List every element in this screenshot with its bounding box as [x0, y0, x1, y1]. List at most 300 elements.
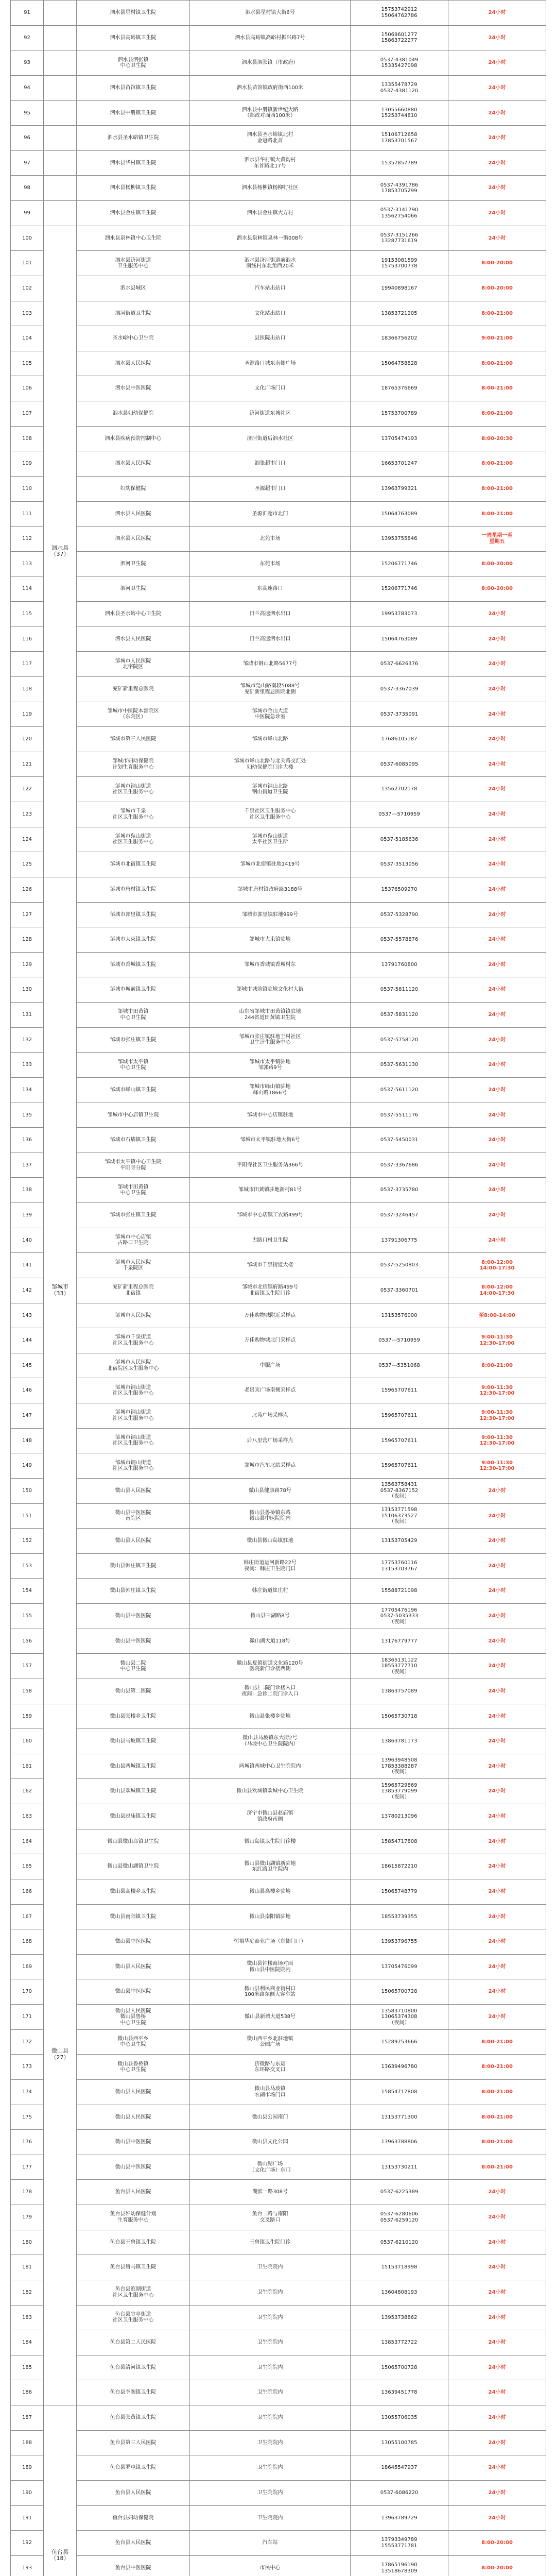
- site-name: 邹城市凫山街道 社区卫生服务中心: [77, 827, 190, 852]
- contact-phone: 13639451778: [351, 2380, 448, 2405]
- row-number: 124: [11, 827, 44, 852]
- row-number: 109: [11, 451, 44, 477]
- table-row: [11, 1153, 546, 1178]
- site-address: 东苑市场: [190, 551, 351, 577]
- table-row: [11, 2005, 546, 2030]
- site-name: 泗水县泉林镇中心卫生院: [77, 226, 190, 251]
- site-address: 中服广场: [190, 1353, 351, 1378]
- service-hours: 24小时: [448, 150, 546, 176]
- site-address: 泗水县中册镇新世纪大路 （邮政对面西100米）: [190, 100, 351, 126]
- row-number: 182: [11, 2280, 44, 2305]
- table-row: [11, 351, 546, 376]
- site-address: 北苑广场采样点: [190, 1403, 351, 1429]
- service-hours: 24小时: [448, 1478, 546, 1503]
- service-hours: 8:00-20:30: [448, 426, 546, 451]
- table-row: [11, 877, 546, 902]
- row-number: 160: [11, 1729, 44, 1754]
- row-number: 167: [11, 1904, 44, 1929]
- site-name: 邹城市人民医院 千泉院区: [77, 1253, 190, 1278]
- row-number: 127: [11, 902, 44, 927]
- service-hours: 8:00-21:00: [448, 2105, 546, 2130]
- row-number: 92: [11, 25, 44, 50]
- contact-phone: 15064763089: [351, 501, 448, 527]
- service-hours: 24小时: [448, 752, 546, 777]
- table-row: [11, 602, 546, 627]
- table-row: [11, 1228, 546, 1253]
- table-row: [11, 176, 546, 201]
- contact-phone: 0537-3735780: [351, 1178, 448, 1203]
- region-cell: 邹城市 （33）: [44, 877, 77, 1704]
- site-name: 微山县张楼乡卫生院: [77, 1704, 190, 1729]
- site-address: 邹城市千泉街道大楼: [190, 1253, 351, 1278]
- contact-phone: 13055660880 15253744810: [351, 100, 448, 126]
- row-number: 152: [11, 1529, 44, 1554]
- contact-phone: 15965707611: [351, 1403, 448, 1429]
- contact-phone: 13953738862: [351, 2305, 448, 2330]
- row-number: 139: [11, 1203, 44, 1228]
- table-row: [11, 1428, 546, 1453]
- service-hours: 24小时: [448, 877, 546, 902]
- site-address: 邹城市中心店镇驻地: [190, 1103, 351, 1128]
- contact-phone: 13853721205: [351, 301, 448, 326]
- contact-phone: 13863757089: [351, 1679, 448, 1704]
- row-number: 136: [11, 1128, 44, 1153]
- site-address: 邹城市郭里镇驻地999号: [190, 902, 351, 927]
- site-address: 微山县鲁桥镇东路 微山县中医院院内: [190, 1503, 351, 1529]
- site-name: 泗水县高峪镇卫生院: [77, 25, 190, 50]
- contact-phone: 15753742912 15064762786: [351, 1, 448, 26]
- service-hours: 24小时: [448, 1103, 546, 1128]
- table-row: [11, 2155, 546, 2180]
- row-number: 184: [11, 2330, 44, 2355]
- contact-phone: 0537---5710959: [351, 802, 448, 827]
- site-address: 微山岛镇卫生院门诊楼: [190, 1829, 351, 1854]
- contact-phone: 13953755846: [351, 527, 448, 552]
- site-address: 卫生院院内: [190, 2380, 351, 2405]
- table-row: [11, 1503, 546, 1529]
- service-hours: 24小时: [448, 1779, 546, 1804]
- table-body: [11, 1, 546, 2576]
- table-row: [11, 1629, 546, 1654]
- site-name: 邹城市北宿镇卫生院: [77, 852, 190, 877]
- contact-phone: 13705476099: [351, 1954, 448, 1979]
- contact-phone: 17686105187: [351, 727, 448, 752]
- site-name: 微山县马坡镇卫生院: [77, 1729, 190, 1754]
- site-address: 日兰高速泗水出口: [190, 626, 351, 652]
- table-row: [11, 1679, 546, 1704]
- site-address: 卫生院院内: [190, 2505, 351, 2531]
- contact-phone: 13963948508 17853388287 （夜间）: [351, 1754, 448, 1779]
- service-hours: 24小时: [448, 201, 546, 226]
- service-hours: 9:00-11:30 12:30-17:00: [448, 1453, 546, 1479]
- site-address: 微山县新城大道538号: [190, 2005, 351, 2030]
- contact-phone: 15065730718: [351, 1704, 448, 1729]
- site-address: 泗水县泗张镇（市政府）: [190, 50, 351, 76]
- site-name: 兖矿新里程总医院 北宿镇: [77, 1278, 190, 1303]
- site-address: 山东省邹城市田黄镇镇驻地 244省道田黄镇卫生院: [190, 1003, 351, 1028]
- site-address: 万佳购物城北门采样点: [190, 1328, 351, 1353]
- site-name: 泗水县疾病预防控制中心: [77, 426, 190, 451]
- table-row: [11, 2230, 546, 2255]
- site-name: 邹城市太平镇 中心卫生院: [77, 1053, 190, 1078]
- table-row: [11, 251, 546, 276]
- row-number: 115: [11, 602, 44, 627]
- service-hours: 8:00-20:00: [448, 276, 546, 301]
- site-address: 卫生院院内: [190, 2355, 351, 2380]
- row-number: 180: [11, 2230, 44, 2255]
- service-hours: 24小时: [448, 652, 546, 677]
- site-name: 鱼台县第三人民医院: [77, 2430, 190, 2455]
- table-row: [11, 1077, 546, 1103]
- site-name: 妇幼保健院: [77, 476, 190, 501]
- site-name: 微山县韩庄镇卫生院: [77, 1579, 190, 1604]
- site-address: 泗水县泉林镇泉林一街008号: [190, 226, 351, 251]
- row-number: 170: [11, 1979, 44, 2005]
- service-hours: 24小时: [448, 1228, 546, 1253]
- contact-phone: 15289753666: [351, 2029, 448, 2055]
- table-row: [11, 752, 546, 777]
- site-address: 湖滨一路308号: [190, 2180, 351, 2205]
- contact-phone: 0537-5250803: [351, 1253, 448, 1278]
- service-hours: 24小时: [448, 1729, 546, 1754]
- row-number: 178: [11, 2180, 44, 2205]
- service-hours: 24小时: [448, 777, 546, 802]
- site-name: 鱼台县人民医院: [77, 2531, 190, 2556]
- site-address: 微山县高楼乡驻地: [190, 1879, 351, 1904]
- site-address: 微山县张楼乡驻地: [190, 1704, 351, 1729]
- row-number: 132: [11, 1027, 44, 1053]
- site-name: 邹城市唐村镇卫生院: [77, 877, 190, 902]
- site-name: 微山县人民医院: [77, 2079, 190, 2105]
- row-number: 192: [11, 2531, 44, 2556]
- service-hours: 24小时: [448, 1553, 546, 1579]
- row-number: 151: [11, 1503, 44, 1529]
- row-number: 185: [11, 2355, 44, 2380]
- site-address: 泗水县高峪镇高峪村振兴路7号: [190, 25, 351, 50]
- site-name: 邹城市千泉 社区卫生服务中心: [77, 802, 190, 827]
- service-hours: 24小时: [448, 2505, 546, 2531]
- site-name: 鱼台县人民医院: [77, 2180, 190, 2205]
- table-row: [11, 2280, 546, 2305]
- service-hours: 24小时: [448, 1503, 546, 1529]
- site-address: 泗水县苗馆镇政府街西100米: [190, 75, 351, 100]
- row-number: 158: [11, 1679, 44, 1704]
- row-number: 142: [11, 1278, 44, 1303]
- service-hours: 24小时: [448, 1027, 546, 1053]
- row-number: 171: [11, 2005, 44, 2030]
- table-row: [11, 1, 546, 26]
- contact-phone: 13791760800: [351, 952, 448, 977]
- table-row: [11, 1378, 546, 1403]
- contact-phone: 13604808193: [351, 2280, 448, 2305]
- table-row: [11, 2555, 546, 2576]
- service-hours: 9:00-21:00: [448, 326, 546, 351]
- site-address: 微山县钟楼商场对面 微山县中医院院内: [190, 1954, 351, 1979]
- table-row: [11, 927, 546, 953]
- site-name: 泗水县中医医院: [77, 376, 190, 401]
- table-row: [11, 1203, 546, 1228]
- contact-phone: 13963788806: [351, 2130, 448, 2155]
- service-hours: 24小时: [448, 2355, 546, 2380]
- site-name: 邹城市人民医院 北宿院区卫生服务中心: [77, 1353, 190, 1378]
- row-number: 173: [11, 2055, 44, 2080]
- service-hours: 24小时: [448, 676, 546, 702]
- region-cell: [44, 176, 77, 201]
- contact-phone: 13705474193: [351, 426, 448, 451]
- row-number: 130: [11, 977, 44, 1003]
- table-row: [11, 1854, 546, 1879]
- site-name: 邹城市钢山街道 社区卫生服务中心: [77, 1403, 190, 1429]
- row-number: 186: [11, 2380, 44, 2405]
- site-name: 邹城市第三人民医院: [77, 727, 190, 752]
- site-name: 泗水县华村镇卫生院: [77, 150, 190, 176]
- site-name: 邹城市中心店镇 古路口卫生院: [77, 1228, 190, 1253]
- service-hours: 8:00-20:00: [448, 577, 546, 602]
- region-cell: 泗水县 （37）: [44, 226, 77, 877]
- site-name: 鱼台县唐马镇卫生院: [77, 2255, 190, 2280]
- site-name: 泗水县中册镇卫生院: [77, 100, 190, 126]
- contact-phone: 13055100785: [351, 2430, 448, 2455]
- contact-phone: 16653701247: [351, 451, 448, 477]
- site-name: 鱼台县中医医院: [77, 2555, 190, 2576]
- service-hours: 9:00-11:30 12:30-17:00: [448, 1378, 546, 1403]
- site-name: 泗河卫生院: [77, 551, 190, 577]
- site-name: 泗河卫生院: [77, 577, 190, 602]
- table-row: [11, 2380, 546, 2405]
- site-name: 微山县第二医院: [77, 1679, 190, 1704]
- row-number: 103: [11, 301, 44, 326]
- row-number: 144: [11, 1328, 44, 1353]
- contact-phone: 0537-5328790: [351, 902, 448, 927]
- contact-phone: 13153576000: [351, 1303, 448, 1328]
- table-row: [11, 1403, 546, 1429]
- table-row: [11, 577, 546, 602]
- contact-phone: 13853772722: [351, 2330, 448, 2355]
- table-row: [11, 1779, 546, 1804]
- contact-phone: 0537-3735091: [351, 702, 448, 727]
- contact-phone: 15206771746: [351, 551, 448, 577]
- site-name: 泗水县圣水峪镇卫生院: [77, 126, 190, 151]
- table-row: [11, 802, 546, 827]
- service-hours: 8:00-20:00: [448, 2531, 546, 2556]
- site-name: 邹城市中心店镇卫生院: [77, 1103, 190, 1128]
- row-number: 163: [11, 1804, 44, 1829]
- site-name: 微山县赵庙镇卫生院: [77, 1804, 190, 1829]
- table-row: [11, 226, 546, 251]
- service-hours: 9:00-11:30 12:30-17:00: [448, 1328, 546, 1353]
- site-name: 鱼台县人民医院: [77, 2480, 190, 2505]
- site-name: 泗水县人民医院: [77, 351, 190, 376]
- contact-phone: 15206771746: [351, 577, 448, 602]
- row-number: 134: [11, 1077, 44, 1103]
- contact-phone: 15854717808: [351, 1829, 448, 1854]
- contact-phone: 13153771598 15106373527 （夜间）: [351, 1503, 448, 1529]
- site-address: 千泉社区卫生服务中心 社区卫生服务中心: [190, 802, 351, 827]
- row-number: 161: [11, 1754, 44, 1779]
- service-hours: 24小时: [448, 2455, 546, 2481]
- contact-phone: 13963799321: [351, 476, 448, 501]
- site-address: 微山西平乡北驻地镇 公园广场: [190, 2029, 351, 2055]
- row-number: 176: [11, 2130, 44, 2155]
- table-row: [11, 2180, 546, 2205]
- contact-phone: 0537-6225389: [351, 2180, 448, 2205]
- table-row: [11, 2430, 546, 2455]
- table-row: [11, 276, 546, 301]
- table-row: [11, 126, 546, 151]
- site-address: 卫生院院内: [190, 2430, 351, 2455]
- site-name: 微山县人民医院: [77, 2105, 190, 2130]
- site-name: 泗水县杨柳镇卫生院: [77, 176, 190, 201]
- row-number: 129: [11, 952, 44, 977]
- row-number: 119: [11, 702, 44, 727]
- row-number: 177: [11, 2155, 44, 2180]
- contact-phone: 0537-5611120: [351, 1077, 448, 1103]
- table-row: [11, 2079, 546, 2105]
- table-row: [11, 1328, 546, 1353]
- site-name: 鱼台县谷亭街道 社区卫生服务中心: [77, 2305, 190, 2330]
- site-address: 泗水县杨柳镇杨柳村社区: [190, 176, 351, 201]
- table-row: [11, 2355, 546, 2380]
- service-hours: 24小时: [448, 2305, 546, 2330]
- row-number: 150: [11, 1478, 44, 1503]
- contact-phone: 13780213096: [351, 1804, 448, 1829]
- site-address: 邹城市凫山路南段5088号 兖矿新里程总医院北侧: [190, 676, 351, 702]
- contact-phone: 17753760116 13153703767: [351, 1553, 448, 1579]
- row-number: 113: [11, 551, 44, 577]
- row-number: 191: [11, 2505, 44, 2531]
- site-name: 泗水县泗张镇 中心卫生院: [77, 50, 190, 76]
- service-hours: 8:00-21:00: [448, 376, 546, 401]
- service-hours: 24小时: [448, 1077, 546, 1103]
- row-number: 149: [11, 1453, 44, 1479]
- service-hours: 8:00-20:00: [448, 551, 546, 577]
- table-row: [11, 2531, 546, 2556]
- site-address: 卫生院院内: [190, 2405, 351, 2431]
- site-name: 泗水县圣水峪中心卫生院: [77, 602, 190, 627]
- site-address: 圣源路口城东南侧广场: [190, 351, 351, 376]
- table-row: [11, 1353, 546, 1378]
- row-number: 118: [11, 676, 44, 702]
- row-number: 154: [11, 1579, 44, 1604]
- service-hours: 24小时: [448, 602, 546, 627]
- service-hours: 8:00-21:00: [448, 2155, 546, 2180]
- row-number: 153: [11, 1553, 44, 1579]
- table-row: [11, 1579, 546, 1604]
- table-row: [11, 702, 546, 727]
- site-name: 鱼台县妇幼保健计划 生育服务中心: [77, 2205, 190, 2230]
- table-row: [11, 1553, 546, 1579]
- site-name: 邹城市城前镇卫生院: [77, 977, 190, 1003]
- row-number: 116: [11, 626, 44, 652]
- site-address: 邹城市北宿镇府路499号 北宿镇卫生院门诊: [190, 1278, 351, 1303]
- site-name: 微山县人民医院: [77, 1954, 190, 1979]
- contact-phone: 13153705429: [351, 1529, 448, 1554]
- site-address: 邹城市中心店镇工农路499号: [190, 1203, 351, 1228]
- service-hours: 8:00-21:00: [448, 2079, 546, 2105]
- service-hours: 24小时: [448, 1604, 546, 1629]
- service-hours: 24小时: [448, 1854, 546, 1879]
- site-address: 邹城市张庄镇驻地王村社区 卫生计生服务中心: [190, 1027, 351, 1053]
- contact-phone: 0537-5631130: [351, 1053, 448, 1078]
- service-hours: 24小时: [448, 1904, 546, 1929]
- contact-phone: 19953783073: [351, 602, 448, 627]
- row-number: 94: [11, 75, 44, 100]
- site-address: 微山县欢城镇欢城中心卫生院: [190, 1779, 351, 1804]
- site-address: 万佳购物城附近采样点: [190, 1303, 351, 1328]
- contact-phone: 19153081599 15753700778: [351, 251, 448, 276]
- site-address: 韩庄街道崔庄村: [190, 1579, 351, 1604]
- table-row: [11, 376, 546, 401]
- service-hours: 24小时: [448, 1804, 546, 1829]
- site-name: 泗水县人民医院: [77, 451, 190, 477]
- service-hours: 24小时: [448, 2005, 546, 2030]
- site-name: 泗水县济河街道 卫生服务中心: [77, 251, 190, 276]
- contact-phone: 13791306775: [351, 1228, 448, 1253]
- service-hours: 24小时: [448, 1053, 546, 1078]
- site-name: 微山县二院 中心卫生院: [77, 1654, 190, 1679]
- site-name: 微山县中医医院: [77, 2155, 190, 2180]
- site-address: 文化站出站口: [190, 301, 351, 326]
- site-name: 邹城市香城镇卫生院: [77, 952, 190, 977]
- site-name: 邹城市田黄镇 中心卫生院: [77, 1178, 190, 1203]
- site-name: 鱼台县妇幼保健院: [77, 2505, 190, 2531]
- service-hours: 24小时: [448, 1203, 546, 1228]
- service-hours: 24小时: [448, 802, 546, 827]
- service-hours: 24小时: [448, 927, 546, 953]
- site-address: 微山县利民商业街村口 100米路东侧大客车站: [190, 1979, 351, 2005]
- table-row: [11, 977, 546, 1003]
- site-address: 两城镇两城中心卫生院院内: [190, 1754, 351, 1779]
- service-hours: 8:00-21:00: [448, 1353, 546, 1378]
- site-address: 老贵宾广场南侧采样点: [190, 1378, 351, 1403]
- row-number: 190: [11, 2480, 44, 2505]
- contact-phone: 0537-5578876: [351, 927, 448, 953]
- contact-phone: 13639496780: [351, 2055, 448, 2080]
- site-name: 泗水县星村镇卫生院: [77, 1, 190, 26]
- row-number: 138: [11, 1178, 44, 1203]
- service-hours: 24小时: [448, 1654, 546, 1679]
- contact-phone: 0537-3246457: [351, 1203, 448, 1228]
- table-row: [11, 1027, 546, 1053]
- contact-phone: 0537-5185636: [351, 827, 448, 852]
- contact-phone: 0537-4381049 15335427098: [351, 50, 448, 76]
- table-row: [11, 1453, 546, 1479]
- contact-phone: 18366756202: [351, 326, 448, 351]
- site-address: 市民中心: [190, 2555, 351, 2576]
- row-number: 107: [11, 401, 44, 427]
- row-number: 168: [11, 1929, 44, 1955]
- site-address: 邹城市汽车北站采样点: [190, 1453, 351, 1479]
- contact-phone: 18365131122 18553777710 （夜间）: [351, 1654, 448, 1679]
- contact-phone: 15065700728: [351, 1979, 448, 2005]
- service-hours: 24小时: [448, 1529, 546, 1554]
- row-number: 148: [11, 1428, 44, 1453]
- site-name: 鱼台县张黄镇卫生院: [77, 2405, 190, 2431]
- table-row: [11, 727, 546, 752]
- table-row: [11, 2255, 546, 2280]
- service-hours: 9:00-11:30 12:30-17:00: [448, 1403, 546, 1429]
- site-name: 邹城市峄山镇卫生院: [77, 1077, 190, 1103]
- service-hours: 8:00-21:00: [448, 2029, 546, 2055]
- row-number: 147: [11, 1403, 44, 1429]
- region-cell: [44, 50, 77, 76]
- table-row: [11, 25, 546, 50]
- contact-phone: 0537-5811120: [351, 977, 448, 1003]
- service-hours: 24小时: [448, 176, 546, 201]
- site-address: 北苑市场: [190, 527, 351, 552]
- site-name: 邹城市大束镇卫生院: [77, 927, 190, 953]
- site-address: 汽车站出站口: [190, 276, 351, 301]
